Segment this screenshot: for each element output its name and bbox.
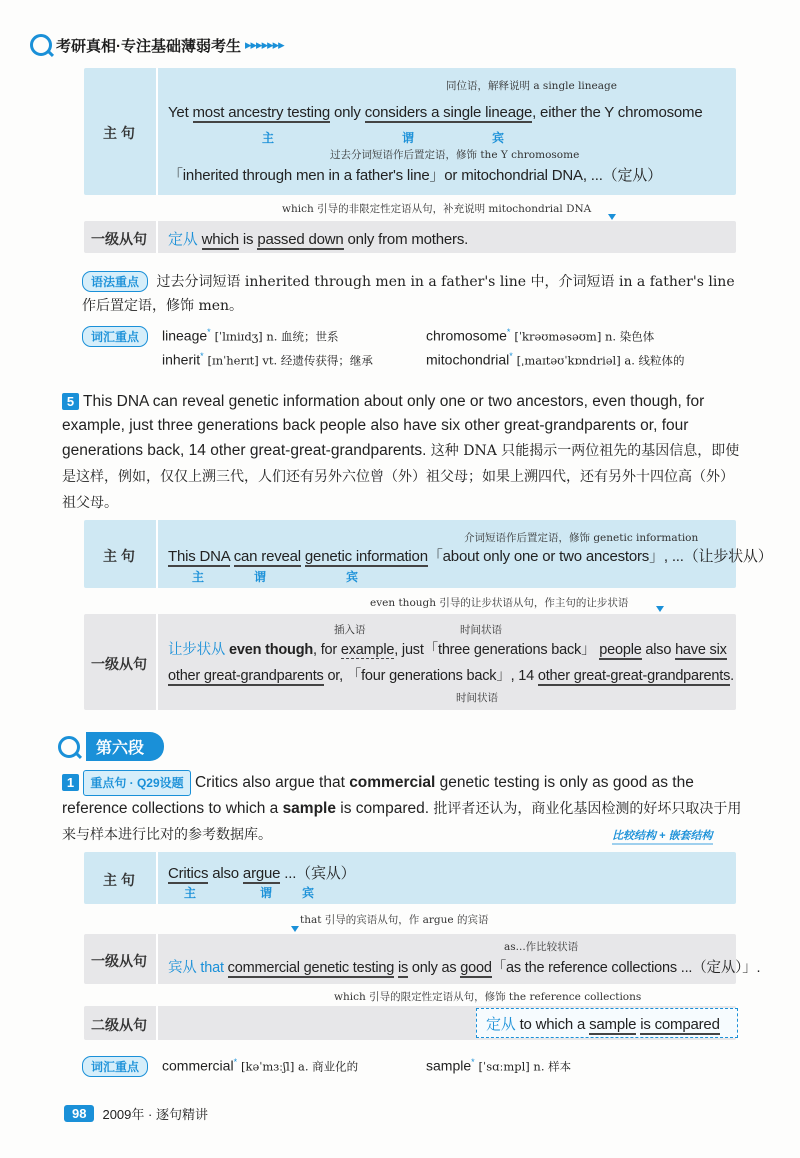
role-object: 宾 xyxy=(346,570,359,584)
subclause-line-2: other great-grandparents or, 「four generations back」, 14 other great-great-grandparents. xyxy=(168,668,734,684)
annotation-appositive: 同位语，解释说明 a single lineage xyxy=(446,80,617,92)
subclause-sentence: 定从 which is passed down only from mothers. xyxy=(168,231,469,248)
paragraph-6-1: 1 重点句 · Q29设题 Critics also argue that commercial genetic testing is only as good as the reference collections to which a sample is compared. 批评者还认为，商业化基因检测的好坏只取决于用来与样本进行比对的参考数据库。 xyxy=(62,770,742,848)
sentence-line-1: Yet most ancestry testing only considers a single lineage, either the Y chromosome xyxy=(168,104,703,121)
sentence-number: 5 xyxy=(62,393,79,410)
page-footer xyxy=(64,1104,208,1123)
vocab-mitochondrial: mitochondrial* [ˌmaɪtəʊˈkɒndriəl] a. 线粒体的 xyxy=(426,351,685,368)
magnifier-section-icon xyxy=(58,736,80,758)
role-subject: 主 xyxy=(262,131,275,145)
annotation-that-clause: that 引导的宾语从句，作 argue 的宾语 xyxy=(300,914,489,926)
section-title: 第六段 xyxy=(86,732,164,761)
main-clause-band-2 xyxy=(84,520,773,588)
section-6-header xyxy=(58,732,164,761)
magnifier-logo-icon xyxy=(30,34,52,56)
subclause-band-4 xyxy=(84,1006,736,1040)
annotation-which-nonrestrictive: which 引导的非限定性定语从句，补充说明 mitochondrial DNA xyxy=(282,203,592,215)
subclause-band-2 xyxy=(84,614,736,710)
annotation-time-2: 时间状语 xyxy=(456,692,498,704)
band-label: 主 句 xyxy=(103,548,135,564)
paragraph-5-en: This DNA can reveal genetic information about only one or two ancestors, even though, for example, just three generations back people also have six other great-grandparents or, four generations back, 14 other great-great-grandparents. xyxy=(62,393,705,459)
subclause-band-3 xyxy=(84,934,761,984)
chevrons-icon: ▸▸▸▸▸▸▸ xyxy=(245,37,284,52)
vocab-chromosome: chromosome* [ˈkrəʊməsəʊm] n. 染色体 xyxy=(426,327,655,344)
grammar-text: 过去分词短语 inherited through men in a father's line 中，介词短语 in a father's line 作后置定语，修饰 men。 xyxy=(82,274,735,314)
subclause-line-1: 让步状从 even though, for example, just「three generations back」 people also have six xyxy=(168,642,727,658)
page-header xyxy=(30,34,284,56)
annotation-as-comparison: as...作比较状语 xyxy=(504,941,579,953)
subclause-sentence-3: 宾从 that commercial genetic testing is only as good「as the reference collections ...（定从）」. xyxy=(168,960,761,976)
role-object: 宾 xyxy=(302,886,315,900)
vocab-lineage: lineage* [ˈlɪniɪdʒ] n. 血统；世系 xyxy=(162,327,339,344)
annotation-even-though: even though 引导的让步状语从句，作主句的让步状语 xyxy=(370,597,629,609)
annotation-prep-phrase: 介词短语作后置定语，修饰 genetic information xyxy=(464,532,699,544)
role-predicate: 谓 xyxy=(254,570,267,584)
vocab-sample: sample* [ˈsɑːmpl] n. 样本 xyxy=(426,1057,572,1074)
band-label: 二级从句 xyxy=(91,1017,147,1033)
vocab-tag-2: 词汇重点 xyxy=(82,1056,148,1077)
annotation-time-1: 时间状语 xyxy=(460,624,502,636)
subclause-sentence-4: 定从 to which a sample is compared xyxy=(486,1016,720,1033)
annotation-past-participle: 过去分词短语作后置定语，修饰 the Y chromosome xyxy=(330,149,580,161)
annotation-which-restrictive: which 引导的限定性定语从句，修饰 the reference collections xyxy=(334,991,642,1003)
subclause-band-1 xyxy=(84,221,736,253)
role-predicate: 谓 xyxy=(402,131,415,145)
page-number: 98 xyxy=(64,1105,94,1122)
vocab-tag-1: 词汇重点 xyxy=(82,326,148,347)
footer-text: 2009年 · 逐句精讲 xyxy=(102,1107,208,1122)
band-label: 一级从句 xyxy=(91,953,147,969)
paragraph-5 xyxy=(62,390,742,516)
role-object: 宾 xyxy=(492,131,505,145)
band-label: 主 句 xyxy=(103,125,135,141)
sentence-line-2: 「inherited through men in a father's line」or mitochondrial DNA, ...（定从） xyxy=(168,167,662,184)
band-label: 一级从句 xyxy=(91,231,147,247)
annotation-insertion: 插入语 xyxy=(334,624,366,636)
vocab-inherit: inherit* [ɪnˈherɪt] vt. 经遗传获得；继承 xyxy=(162,351,373,368)
band-label: 主 句 xyxy=(103,872,135,888)
role-predicate: 谓 xyxy=(260,886,273,900)
sentence-number: 1 xyxy=(62,774,79,791)
header-title: 考研真相·专注基础薄弱考生 xyxy=(56,37,241,55)
structure-hint: 比较结构 + 嵌套结构 xyxy=(612,827,713,845)
paragraph-5-zh: 这种 DNA 只能揭示一两位祖先的基因信息，即使是这样，例如，仅仅上溯三代，人们还有另外六位曾（外）祖父母；如果上溯四代，还有另外十四位高（外）祖父母。 xyxy=(62,443,740,511)
main-clause-band-1 xyxy=(84,68,736,195)
band-label: 一级从句 xyxy=(91,656,147,672)
sentence-main-3: Critics also argue ...（宾从） xyxy=(168,865,356,882)
main-clause-band-3 xyxy=(84,852,736,904)
grammar-tag: 语法重点 xyxy=(82,271,148,292)
role-subject: 主 xyxy=(192,570,205,584)
key-sentence-tag: 重点句 · Q29设题 xyxy=(83,770,190,796)
role-subject: 主 xyxy=(184,886,197,900)
vocab-commercial: commercial* [kəˈmɜːʃl] a. 商业化的 xyxy=(162,1057,359,1074)
sentence-main-2: This DNA can reveal genetic information「about only one or two ancestors」, ...（让步状从） xyxy=(168,548,773,565)
grammar-point xyxy=(82,270,742,318)
